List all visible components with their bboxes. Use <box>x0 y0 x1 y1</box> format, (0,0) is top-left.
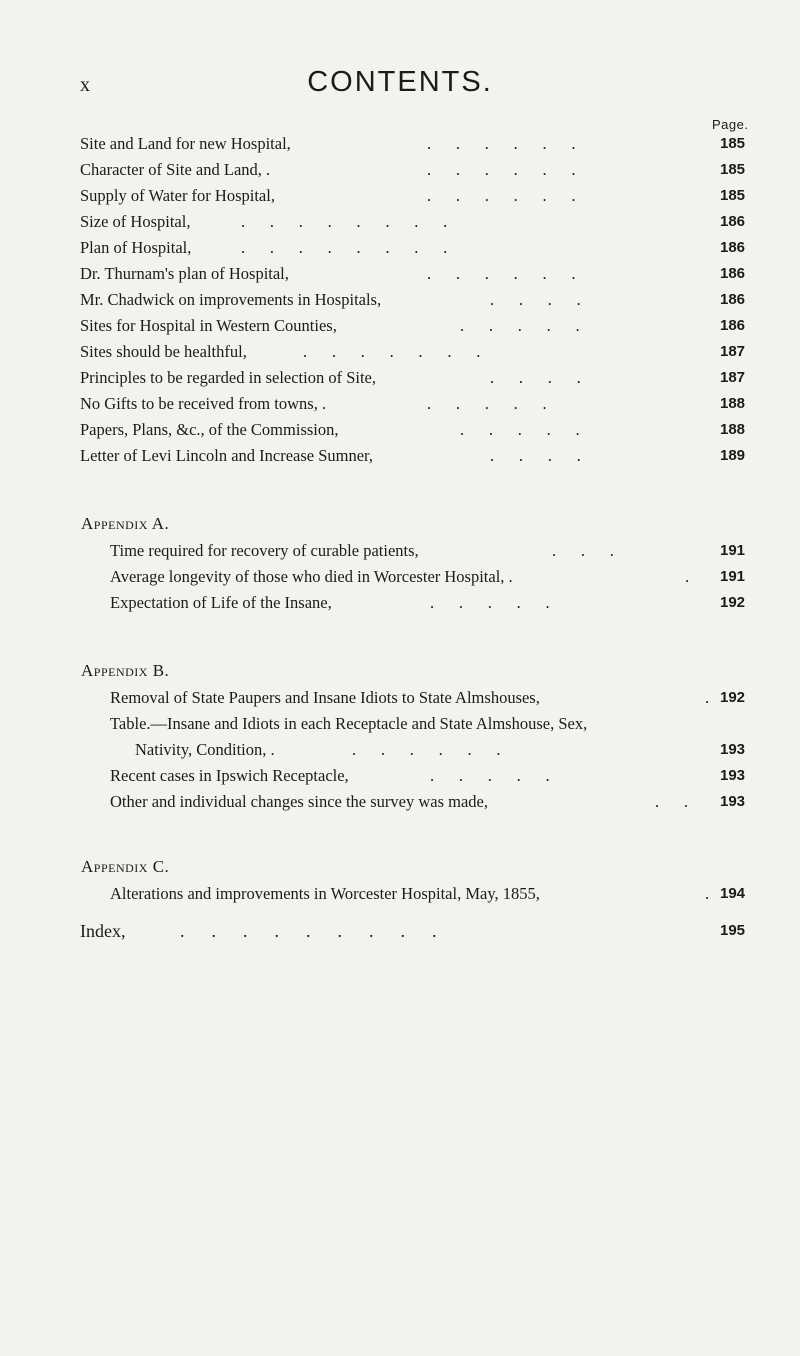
toc-entry-page: 193 <box>720 741 746 758</box>
toc-entry-page: 186 <box>720 291 746 308</box>
toc-entry-page: 191 <box>720 542 746 559</box>
toc-entry <box>0 367 800 389</box>
appendix-c-heading: Appendix C. <box>81 857 170 876</box>
toc-entry <box>0 393 800 415</box>
toc-entry-title: Character of Site and Land, . <box>80 160 271 179</box>
toc-entry <box>0 263 800 285</box>
toc-entry-title: Mr. Chadwick on improvements in Hospitals, <box>80 290 382 309</box>
toc-entry-title: Index, <box>80 921 126 941</box>
toc-entry-title: Dr. Thurnam's plan of Hospital, <box>80 264 289 283</box>
toc-entry-page: 194 <box>720 885 746 902</box>
toc-entry <box>0 445 800 467</box>
toc-entry <box>0 739 800 761</box>
toc-entry-title: Sites for Hospital in Western Counties, <box>80 316 337 335</box>
leader-dots: . . . <box>552 541 614 560</box>
leader-dots: . . . . . . <box>352 740 501 759</box>
toc-entry <box>0 211 800 233</box>
toc-entry-page: 193 <box>720 767 746 784</box>
toc-entry-page: 187 <box>720 369 746 386</box>
leader-dots: . . . . <box>490 290 581 309</box>
toc-entry-page: 187 <box>720 343 746 360</box>
toc-entry-page: 188 <box>720 395 746 412</box>
page-header <box>0 66 800 106</box>
toc-entry <box>0 791 800 813</box>
leader-dots: . . . . . <box>430 593 550 612</box>
toc-entry <box>0 566 800 588</box>
toc-entry <box>0 419 800 441</box>
leader-dots: . . . . . . <box>427 186 576 205</box>
toc-entry-title: Nativity, Condition, . <box>135 740 275 759</box>
appendix-a-heading: Appendix A. <box>81 514 170 533</box>
toc-entry-title: Papers, Plans, &c., of the Commission, <box>80 420 339 439</box>
toc-entry-page: 185 <box>720 135 746 152</box>
leader-dots: . . . . . <box>460 316 580 335</box>
toc-entry-page: 186 <box>720 317 746 334</box>
leader-dots: . <box>705 884 710 903</box>
leader-dots: . <box>705 688 710 707</box>
toc-entry <box>0 592 800 614</box>
toc-entry-title: Recent cases in Ipswich Receptacle, <box>110 766 349 785</box>
toc-entry-title: Principles to be regarded in selection of Site, <box>80 368 377 387</box>
leader-dots: . . . . <box>490 368 581 387</box>
page-column-label: Page. <box>712 117 749 132</box>
toc-entry-page: 192 <box>720 689 746 706</box>
toc-entry <box>0 540 800 562</box>
leader-dots: . . . . . . . . <box>241 238 448 257</box>
toc-entry-title: Table.—Insane and Idiots in each Receptacle and State Almshouse, Sex, <box>110 714 588 733</box>
toc-entry-page: 193 <box>720 793 746 810</box>
running-head-title: CONTENTS. <box>307 66 493 98</box>
toc-entry-page: 192 <box>720 594 746 611</box>
toc-entry-page: 186 <box>720 213 746 230</box>
leader-dots: . . . . . <box>460 420 580 439</box>
toc-entry-page: 185 <box>720 187 746 204</box>
toc-entry <box>0 289 800 311</box>
toc-entry-title: Size of Hospital, <box>80 212 191 231</box>
leader-dots: . . . . . <box>430 766 550 785</box>
toc-entry-page: 186 <box>720 239 746 256</box>
toc-entry-title: No Gifts to be received from towns, . <box>80 394 327 413</box>
toc-entry-title: Other and individual changes since the survey was made, <box>110 792 489 811</box>
toc-entry <box>0 185 800 207</box>
leader-dots: . . . . . . <box>427 264 576 283</box>
toc-entry-title: Time required for recovery of curable patients, <box>110 541 419 560</box>
toc-entry-title: Supply of Water for Hospital, <box>80 186 275 205</box>
toc-entry-title: Site and Land for new Hospital, <box>80 134 291 153</box>
toc-entry-title: Plan of Hospital, <box>80 238 192 257</box>
toc-entry <box>0 315 800 337</box>
toc-entry <box>0 687 800 709</box>
toc-entry <box>0 765 800 787</box>
toc-entry <box>0 133 800 155</box>
toc-entry-title: Average longevity of those who died in Worcester Hospital, . <box>110 567 513 586</box>
toc-entry-page: 191 <box>720 568 746 585</box>
toc-entry-title: Removal of State Paupers and Insane Idiots to State Almshouses, <box>110 688 540 707</box>
toc-entry-page: 195 <box>720 922 746 939</box>
leader-dots: . . <box>655 792 688 811</box>
toc-entry <box>0 920 800 942</box>
leader-dots: . . . . . . . . <box>241 212 448 231</box>
toc-entry <box>0 237 800 259</box>
leader-dots: . . . . . . . <box>303 342 481 361</box>
leader-dots: . <box>685 567 690 586</box>
toc-entry-title: Letter of Levi Lincoln and Increase Sumner, <box>80 446 374 465</box>
toc-entry-page: 185 <box>720 161 746 178</box>
leader-dots: . . . . . . . . . <box>180 921 437 941</box>
leader-dots: . . . . . . <box>427 160 576 179</box>
toc-entry-page: 186 <box>720 265 746 282</box>
toc-entry-title: Alterations and improvements in Worcester Hospital, May, 1855, <box>110 884 540 903</box>
toc-entry <box>0 341 800 363</box>
toc-entry <box>0 713 800 735</box>
toc-entry-page: 188 <box>720 421 746 438</box>
toc-entry <box>0 883 800 905</box>
leader-dots: . . . . <box>490 446 581 465</box>
page-folio: x <box>80 74 90 96</box>
leader-dots: . . . . . . <box>427 134 576 153</box>
toc-entry <box>0 159 800 181</box>
toc-entry-page: 189 <box>720 447 746 464</box>
appendix-b-heading: Appendix B. <box>81 661 170 680</box>
leader-dots: . . . . . <box>427 394 547 413</box>
toc-entry-title: Sites should be healthful, <box>80 342 247 361</box>
toc-entry-title: Expectation of Life of the Insane, <box>110 593 332 612</box>
